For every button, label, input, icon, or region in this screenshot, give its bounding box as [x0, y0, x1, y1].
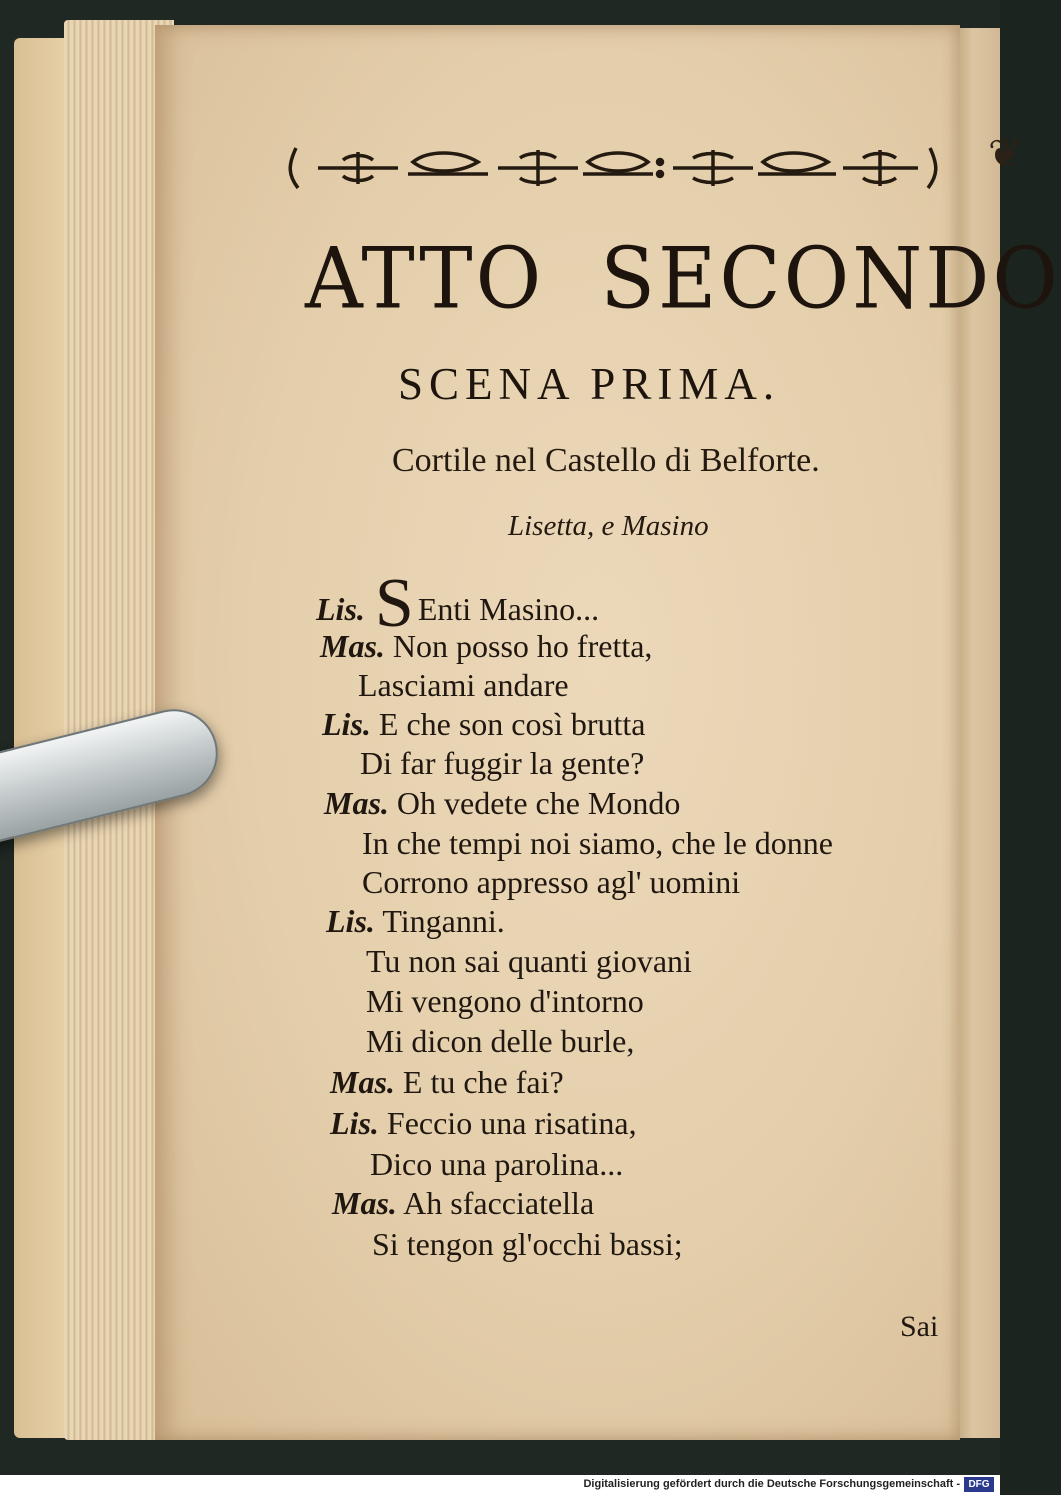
- speaker-label: Mas.: [320, 628, 385, 664]
- speaker-label: Mas.: [332, 1185, 397, 1221]
- line-text: Di far fuggir la gente?: [360, 745, 645, 781]
- dialogue-line: [372, 1225, 683, 1263]
- scene-setting: Cortile nel Castello di Belforte.: [392, 442, 820, 479]
- dialogue-line: [330, 1104, 637, 1142]
- dfg-logo[interactable]: DFG: [964, 1477, 994, 1492]
- dialogue-line: [330, 1063, 564, 1101]
- dialogue-line: [366, 982, 644, 1020]
- line-text: Mi dicon delle burle,: [366, 1023, 635, 1059]
- line-text: Corrono appresso agl' uomini: [362, 864, 741, 900]
- footer-credit: Digitalisierung gefördert durch die Deutsche Forschungsgemeinschaft -: [583, 1478, 960, 1490]
- catchword: Sai: [900, 1310, 939, 1343]
- dialogue-line: [362, 863, 740, 901]
- line-text: Lasciami andare: [358, 667, 569, 703]
- act-title-word: SECONDO: [600, 229, 1061, 328]
- line-text: Tu non sai quanti giovani: [366, 943, 692, 979]
- dialogue-line: [370, 1145, 623, 1183]
- dialogue-line: [358, 666, 569, 704]
- dialogue-line: [366, 1022, 634, 1060]
- line-text: Ah sfacciatella: [403, 1185, 595, 1221]
- dialogue-line: [362, 824, 833, 862]
- drop-cap: S: [374, 565, 414, 642]
- character-list: Lisetta, e Masino: [508, 510, 709, 542]
- line-text: Enti Masino...: [417, 591, 600, 627]
- line-text: E tu che fai?: [402, 1064, 564, 1100]
- dialogue-line: [366, 942, 692, 980]
- line-text: E che son così brutta: [378, 706, 646, 742]
- speaker-label: Lis.: [322, 706, 371, 742]
- speaker-label: Lis.: [326, 903, 375, 939]
- dialogue-line: [332, 1184, 594, 1222]
- act-title: [305, 229, 1061, 328]
- scene-title: SCENA PRIMA.: [398, 359, 781, 409]
- speaker-label: Mas.: [330, 1064, 395, 1100]
- line-text: Si tengon gl'occhi bassi;: [372, 1226, 683, 1262]
- act-title-word: ATTO: [305, 229, 545, 328]
- line-text: Dico una parolina...: [370, 1146, 624, 1182]
- dialogue-line: [320, 627, 652, 665]
- fleuron-row-icon: [288, 140, 938, 195]
- dialogue-line: [322, 705, 645, 743]
- dialogue-line: [360, 744, 644, 782]
- dialogue-line: [326, 902, 505, 940]
- speaker-label: Lis.: [330, 1105, 379, 1141]
- line-text: In che tempi noi siamo, che le donne: [362, 825, 833, 861]
- ornamental-border-icon: [288, 140, 938, 195]
- line-text: Oh vedete che Mondo: [396, 785, 681, 821]
- facing-page-ornament-icon: ❦: [988, 131, 1022, 176]
- line-text: Feccio una risatina,: [386, 1105, 637, 1141]
- line-text: Mi vengono d'intorno: [366, 983, 644, 1019]
- dialogue-line: [324, 784, 680, 822]
- speaker-label: Lis.: [316, 591, 365, 627]
- dialogue-line: [316, 565, 600, 642]
- speaker-label: Mas.: [324, 785, 389, 821]
- line-text: Non posso ho fretta,: [392, 628, 653, 664]
- line-text: Tinganni.: [382, 903, 505, 939]
